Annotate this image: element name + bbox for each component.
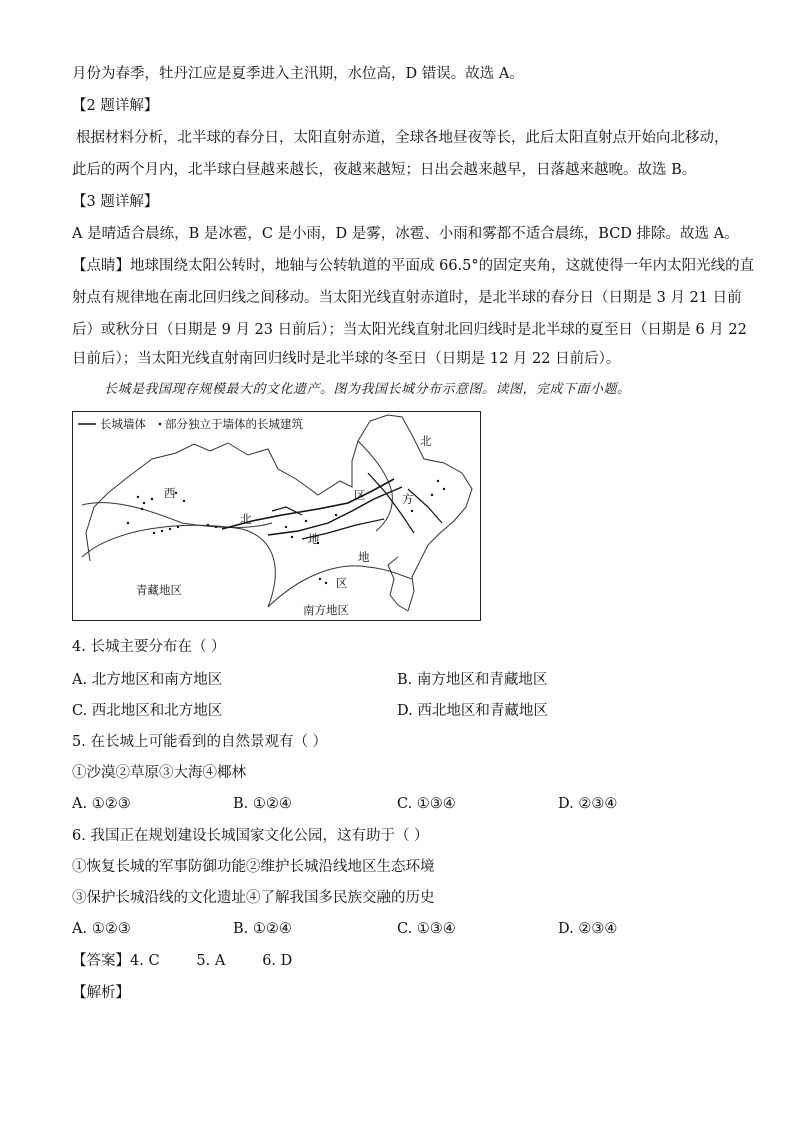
tip-line4: 日前后）；当太阳光线直射南回归线时是北半球的冬至日（日期是 12 月 22 日前后）。 xyxy=(72,351,621,367)
q5-option-b: B. ①②④ xyxy=(233,796,292,812)
answer-line: 【答案】4. C 5. A 6. D xyxy=(72,953,293,969)
q4-stem: 4. 长城主要分布在（ ） xyxy=(72,639,226,655)
prev-answer-tail: 月份为春季，牡丹江应是夏季进入主汛期，水位高，D 错误。故选 A。 xyxy=(72,66,524,82)
label-bei2: 北 xyxy=(420,434,432,448)
label-di2: 地 xyxy=(358,550,370,564)
q4-option-d: D. 西北地区和青藏地区 xyxy=(397,703,548,719)
q6-stem: 6. 我国正在规划建设长城国家文化公园，这有助于（ ） xyxy=(72,828,429,844)
q2-detail-line1: 根据材料分析，北半球的春分日，太阳直射赤道，全球各地昼夜等长，此后太阳直射点开始向北移动， xyxy=(76,130,729,146)
legend-wall-label: 长城墙体 xyxy=(100,417,146,431)
label-xi: 西 xyxy=(164,486,176,500)
q6-items-1: ①恢复长城的军事防御功能②维护长城沿线地区生态环境 xyxy=(72,859,435,875)
passage-intro: 长城是我国现存规模最大的文化遗产。图为我国长城分布示意图。读图，完成下面小题。 xyxy=(104,382,631,397)
great-wall-map xyxy=(72,411,481,621)
label-qu2: 区 xyxy=(336,576,348,590)
q4-option-c: C. 西北地区和北方地区 xyxy=(72,703,223,719)
label-qinghai-tibet: 青藏地区 xyxy=(136,583,182,597)
q6-option-d: D. ②③④ xyxy=(558,921,618,937)
label-south: 南方地区 xyxy=(303,603,349,617)
q3-detail-header: 【3 题详解】 xyxy=(72,194,159,210)
q5-items: ①沙漠②草原③大海④椰林 xyxy=(72,765,246,781)
q5-option-c: C. ①③④ xyxy=(397,796,456,812)
q4-option-a: A. 北方地区和南方地区 xyxy=(72,672,223,688)
q2-detail-header: 【2 题详解】 xyxy=(72,98,159,114)
q6-option-a: A. ①②③ xyxy=(72,921,131,937)
legend-bldg-dot xyxy=(159,423,162,426)
tip-line2: 射点有规律地在南北回归线之间移动。当太阳光线直射赤道时，是北半球的春分日（日期是 3 月 21 日前 xyxy=(72,290,742,306)
q3-detail-line1: A 是晴适合晨练，B 是冰雹，C 是小雨，D 是雾，冰雹、小雨和雾都不适合晨练，BCD 排除。故选 A。 xyxy=(72,226,739,242)
q5-stem: 5. 在长城上可能看到的自然景观有（ ） xyxy=(72,734,328,750)
tip-line3: 后）或秋分日（日期是 9 月 23 日前后）；当太阳光线直射北回归线时是北半球的夏至日（日期是 6 月 22 xyxy=(72,322,747,338)
label-bei: 北 xyxy=(240,512,252,526)
tip-line1: 【点睛】地球围绕太阳公转时，地轴与公转轨道的平面成 66.5°的固定夹角，这就使得一年内太阳光线的直 xyxy=(72,258,755,274)
q5-option-d: D. ②③④ xyxy=(558,796,618,812)
q6-option-c: C. ①③④ xyxy=(397,921,456,937)
label-di: 地 xyxy=(308,532,320,546)
label-qu: 区 xyxy=(354,488,366,502)
analysis-header: 【解析】 xyxy=(72,985,130,1001)
q6-option-b: B. ①②④ xyxy=(233,921,292,937)
label-fang: 方 xyxy=(402,492,414,506)
q2-detail-line2: 此后的两个月内，北半球白昼越来越长，夜越来越短；日出会越来越早，日落越来越晚。故选 B。 xyxy=(72,162,697,178)
q5-option-a: A. ①②③ xyxy=(72,796,131,812)
legend-bldg-label: 部分独立于墙体的长城建筑 xyxy=(165,417,303,431)
q6-items-2: ③保护长城沿线的文化遗址④了解我国多民族交融的历史 xyxy=(72,890,435,906)
q4-option-b: B. 南方地区和青藏地区 xyxy=(397,672,548,688)
